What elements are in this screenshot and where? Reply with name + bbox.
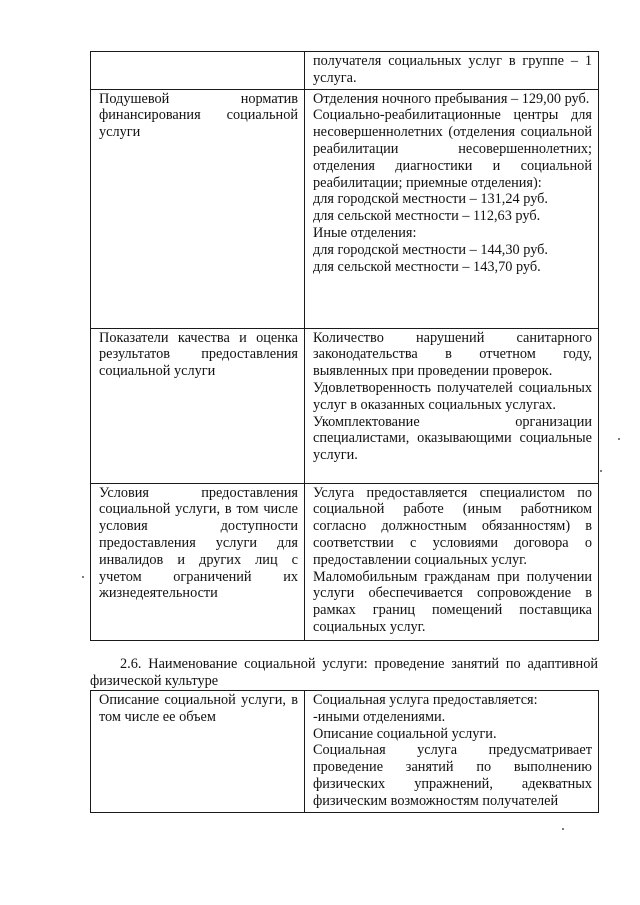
section-heading-text: 2.6. Наименование социальной услуги: проведение занятий по адаптивной физической культуре [90,656,598,689]
table-row [91,52,599,90]
value-paragraph: Укомплектование организации специалистами, оказывающими социальные услуги. [313,413,592,464]
row-label-quality: Показатели качества и оценка результатов предоставления социальной услуги [91,328,305,483]
value-paragraph: Количество нарушений санитарного законодательства в отчетном году, выявленных при проведении проверок. [313,329,592,380]
value-paragraph: Услуга предоставляется специалистом по социальной работе (иным работником согласно должностным обязанностям) в соответствии с условиями договора о предоставлении социальных услуг. [313,484,592,568]
table-row [91,691,599,813]
value-paragraph: для сельской местности – 112,63 руб. [313,208,541,225]
value-paragraph: Социальная услуга предоставляется: [313,692,538,708]
row-label-cell [91,52,305,90]
row-label-conditions: Условия предоставления социальной услуги, в том числе условия доступности предоставления услуги для инвалидов и других лиц с учетом ограничений их жизнедеятельности [91,483,305,640]
row-label-description: Описание социальной услуги, в том числе ее объем [91,691,305,813]
value-paragraph: -иными отделениями. [313,708,446,725]
value-paragraph: Описание социальной услуги. [313,725,497,742]
table-row [91,328,599,483]
value-paragraph: для сельской местности – 143,70 руб. [313,258,541,275]
value-paragraph: получателя социальных услуг в группе – 1 услуга. [313,53,592,86]
value-paragraph: для городской местности – 144,30 руб. [313,241,549,258]
row-value-cell [305,52,599,90]
row-value-conditions [305,483,599,640]
scan-speck [618,438,620,440]
value-paragraph: Маломобильным гражданам при получении услуги обеспечивается сопровождение в рамках границ помещений поставщика социальных услуг. [313,568,592,635]
table-row [91,89,599,328]
value-paragraph: Иные отделения: [313,224,417,241]
row-label-financing: Подушевой норматив финансирования социальной услуги [91,89,305,328]
value-paragraph: для городской местности – 131,24 руб. [313,191,549,208]
value-paragraph: Социально-реабилитационные центры для несовершеннолетних (отделения социальной реабилитации несовершеннолетних; отделения диагностики и социальной реабилитации; приемные отделения): [313,107,592,191]
services-table-2-6 [90,690,599,813]
value-paragraph: Удовлетворенность получателей социальных услуг в оказанных социальных услугах. [313,379,592,413]
scan-speck [600,470,602,472]
row-value-financing [305,89,599,328]
section-heading [90,656,598,690]
row-value-description [305,691,599,813]
scan-speck [82,576,84,578]
scan-speck [562,828,564,830]
row-value-quality [305,328,599,483]
services-table-continued [90,51,599,641]
value-paragraph: Социальная услуга предусматривает проведение занятий по выполнению физических упражнений, адекватных физическим возможностям получателей [313,742,592,809]
value-paragraph: Отделения ночного пребывания – 129,00 руб. [313,90,590,107]
table-row [91,483,599,640]
